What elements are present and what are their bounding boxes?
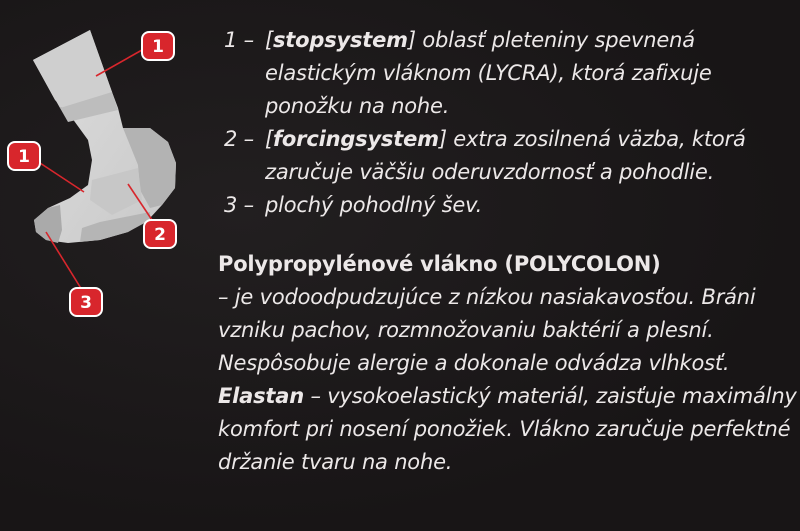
description-text [218, 24, 798, 479]
svg-text:2: 2 [154, 225, 166, 245]
open-bracket: [ [265, 127, 273, 151]
callout-badge-1-left [8, 142, 40, 170]
feature-term: stopsystem [273, 28, 408, 52]
feature-item-seam [218, 189, 798, 222]
svg-text:1: 1 [152, 37, 164, 57]
feature-number: 3 – [224, 193, 254, 217]
close-bracket: ] [407, 28, 416, 52]
feature-number: 2 – [224, 127, 254, 151]
feature-item-stopsystem [218, 24, 798, 123]
elastan-term: Elastan [218, 384, 304, 408]
open-bracket: [ [265, 28, 273, 52]
leader-line-1-top [96, 50, 142, 76]
feature-item-forcingsystem [218, 123, 798, 189]
sock-toe [34, 205, 62, 243]
close-bracket: ] [438, 127, 447, 151]
feature-description: extra zosilnená väzba, ktorá zaručuje väčšiu oderuvzdornosť a pohodlie. [265, 127, 746, 184]
callout-badge-3 [70, 288, 102, 316]
material-description [218, 281, 798, 479]
svg-text:3: 3 [80, 293, 92, 313]
polypropylene-text: – je vodoodpudzujúce z nízkou nasiakavosťou. Bráni vzniku pachov, rozmnožovaniu baktérií a plesní. Nespôsobuje alergie a dokonale odvádza vlhkosť. [218, 285, 756, 375]
elastan-text: – vysokoelastický materiál, zaisťuje maximálny komfort pri nosení ponožiek. Vlákno zaručuje perfektné držanie tvaru na nohe. [218, 384, 797, 474]
feature-description: plochý pohodlný šev. [265, 193, 483, 217]
callout-badge-2 [144, 220, 176, 248]
feature-description: oblasť pleteniny spevnená elastickým vláknom (LYCRA), ktorá zafixuje ponožku na nohe. [265, 28, 712, 118]
svg-text:1: 1 [18, 147, 30, 167]
feature-term: forcingsystem [273, 127, 439, 151]
sock-diagram [0, 0, 210, 531]
leader-line-1-left [40, 163, 84, 192]
polypropylene-heading: Polypropylénové vlákno (POLYCOLON) [218, 252, 661, 276]
callout-badge-1-top [142, 32, 174, 60]
feature-number: 1 – [224, 28, 254, 52]
